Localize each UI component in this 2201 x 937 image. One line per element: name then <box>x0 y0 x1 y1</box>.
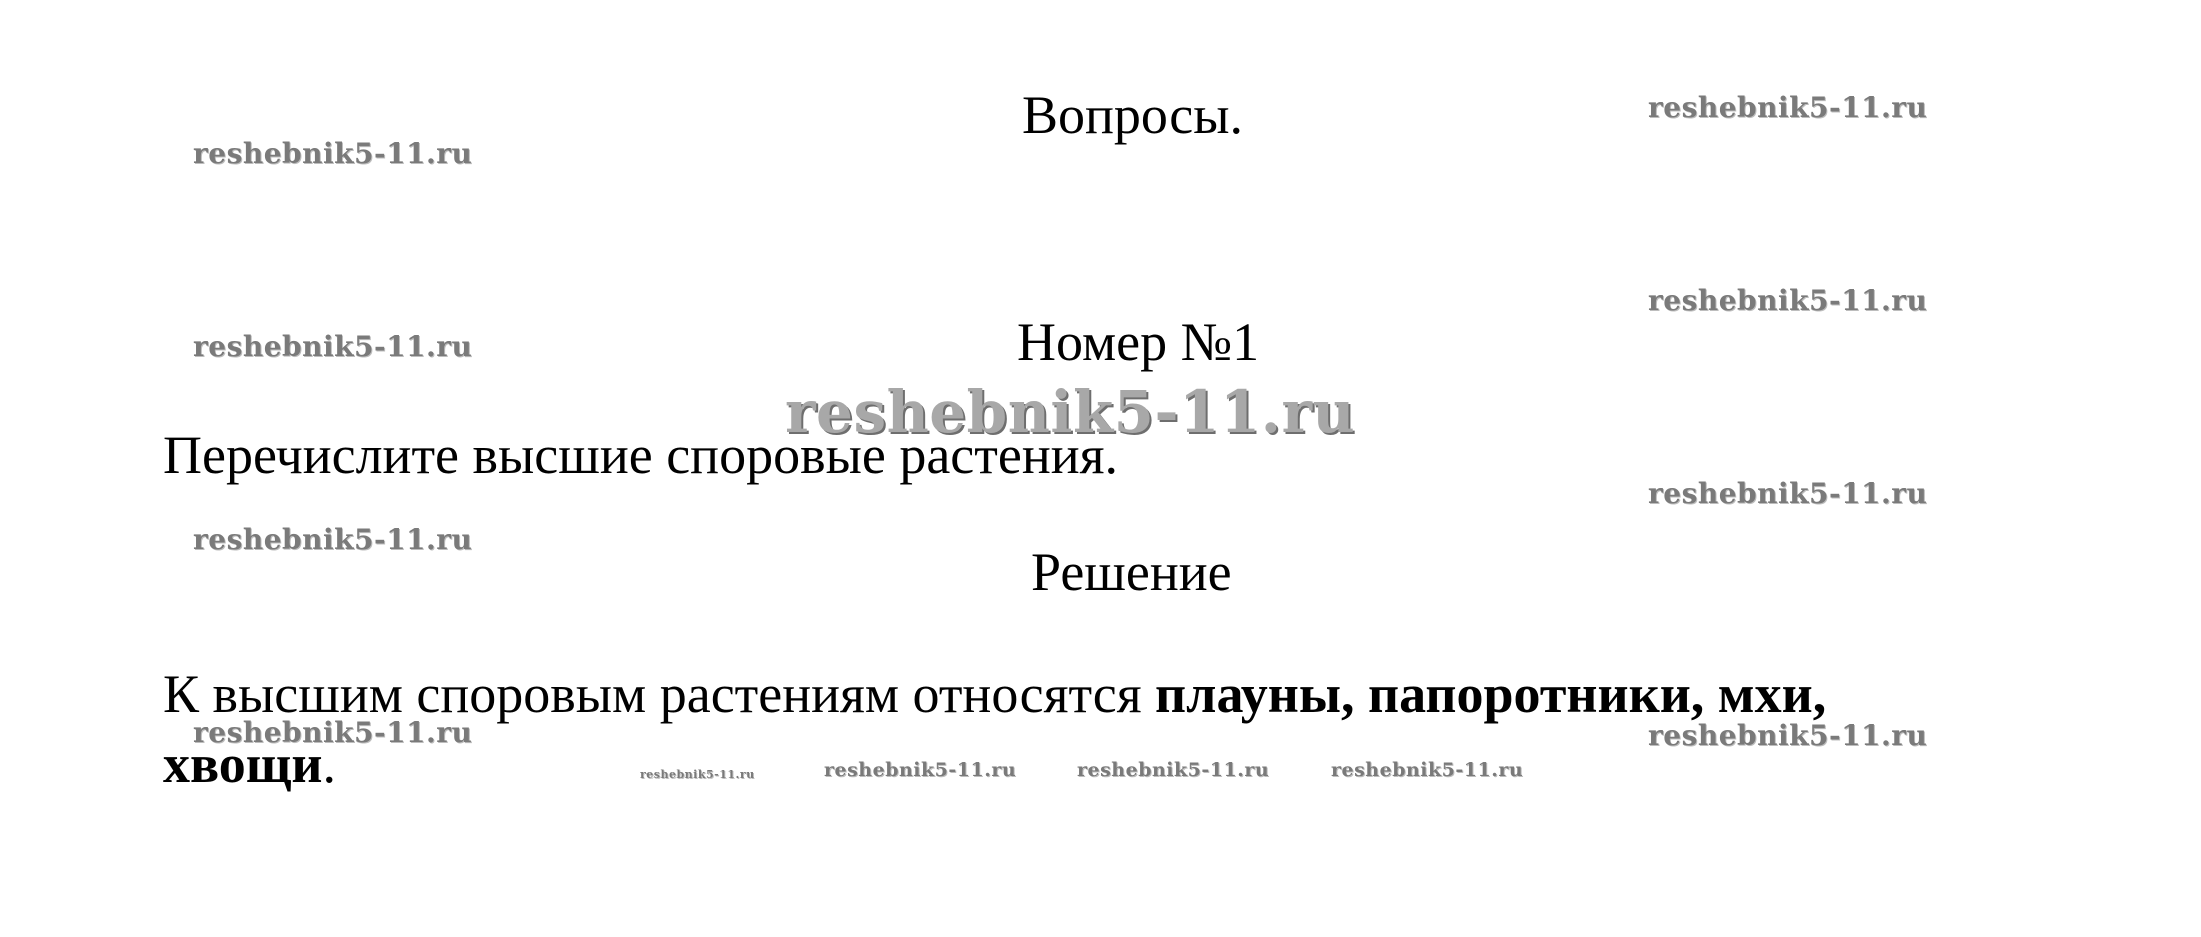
watermark: reshebnik5-11.ru <box>193 137 473 170</box>
question-number: Номер №1 <box>1017 312 1260 372</box>
watermark: reshebnik5-11.ru <box>1648 284 1928 317</box>
page-title: Вопросы. <box>1022 85 1244 145</box>
watermark-small: reshebnik5-11.ru <box>1331 759 1524 781</box>
watermark-small: reshebnik5-11.ru <box>640 768 755 781</box>
watermark-large: reshebnik5-11.ru <box>785 378 1356 446</box>
answer-intro: К высшим споровым растениям относятся <box>163 664 1156 724</box>
answer-line-1 <box>163 664 1827 724</box>
answer-highlight-line2: хвощи <box>163 734 323 794</box>
answer-highlight-line1: плауны, папоротники, мхи, <box>1155 664 1827 724</box>
answer-ending: . <box>322 734 336 794</box>
watermark: reshebnik5-11.ru <box>193 523 473 556</box>
watermark: reshebnik5-11.ru <box>1648 719 1928 752</box>
watermark: reshebnik5-11.ru <box>1648 477 1928 510</box>
watermark: reshebnik5-11.ru <box>193 330 473 363</box>
solution-heading: Решение <box>1031 542 1232 602</box>
watermark-small: reshebnik5-11.ru <box>824 759 1017 781</box>
watermark: reshebnik5-11.ru <box>193 716 473 749</box>
question-text: Перечислите высшие споровые растения. <box>163 425 1118 485</box>
watermark: reshebnik5-11.ru <box>1648 91 1928 124</box>
watermark-small: reshebnik5-11.ru <box>1077 759 1270 781</box>
